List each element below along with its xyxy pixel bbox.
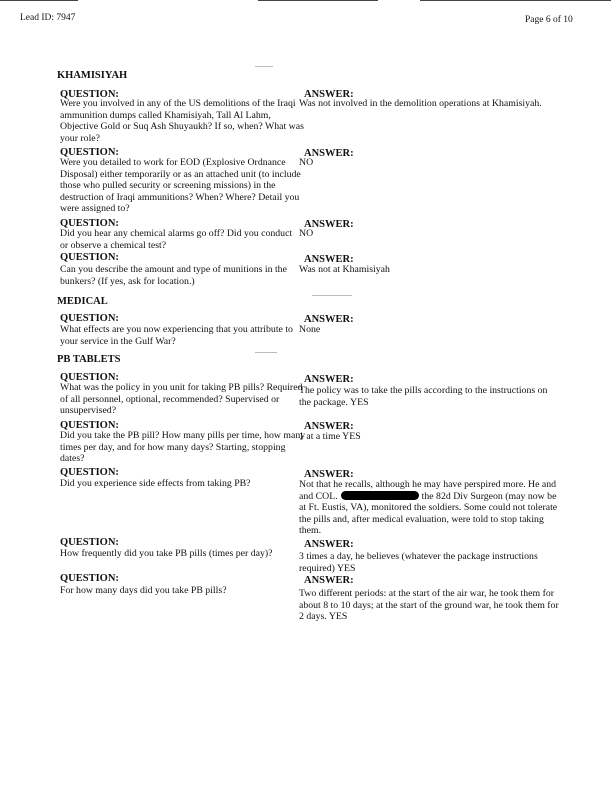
answer-text: 3 times a day, he believes (whatever the package instructions required) YES: [299, 551, 538, 574]
section-heading-medical: MEDICAL: [57, 296, 108, 307]
section-heading-khamisiyah: KHAMISIYAH: [57, 70, 128, 81]
top-rule-left: [0, 0, 78, 1]
answer-label: ANSWER:: [304, 575, 354, 586]
answer-label: ANSWER:: [304, 219, 354, 230]
question-label: QUESTION:: [60, 89, 119, 100]
section-heading-pb-tablets: PB TABLETS: [57, 354, 121, 365]
answer-text: Was not at Khamisiyah: [299, 264, 390, 275]
lead-id: Lead ID: 7947: [20, 13, 76, 23]
question-text: Were you detailed to work for EOD (Explosive Ordnance Disposal) either temporarily or as an attached unit (to include those who pulled security or screening missions) in the destruction of Iraqi ammunitions? When? Where? Detail you were assigned to?: [60, 157, 301, 215]
answer-label: ANSWER:: [304, 469, 354, 480]
question-text: Were you involved in any of the US demolitions of the Iraqi ammunition dumps called Khamisiyah, Tall Al Lahm, Objective Gold or Suq Ash Shuyaukh? If so, when? What was your role?: [60, 98, 304, 144]
scan-mark: [312, 295, 352, 296]
question-label: QUESTION:: [60, 372, 119, 383]
scan-mark: [255, 352, 277, 353]
question-text: How frequently did you take PB pills (times per day)?: [60, 548, 273, 559]
answer-text: 1 at a time YES: [299, 431, 361, 442]
answer-label: ANSWER:: [304, 539, 354, 550]
question-label: QUESTION:: [60, 218, 119, 229]
page-number: Page 6 of 10: [525, 15, 573, 25]
question-text: What effects are you now experiencing that you attribute to your service in the Gulf War?: [60, 324, 293, 347]
question-text: Did you hear any chemical alarms go off? Did you conduct or observe a chemical test?: [60, 228, 293, 251]
answer-label: ANSWER:: [304, 421, 354, 432]
answer-text: NO: [299, 157, 314, 168]
question-label: QUESTION:: [60, 573, 119, 584]
question-label: QUESTION:: [60, 420, 119, 431]
redaction-bar: [341, 491, 419, 500]
question-text: For how many days did you take PB pills?: [60, 585, 227, 596]
answer-label: ANSWER:: [304, 148, 354, 159]
question-label: QUESTION:: [60, 252, 119, 263]
question-label: QUESTION:: [60, 467, 119, 478]
answer-label: ANSWER:: [304, 374, 354, 385]
scan-mark: [255, 66, 273, 67]
question-text: Did you experience side effects from taking PB?: [60, 478, 251, 489]
answer-text: The policy was to take the pills according to the instructions on the package. YES: [299, 385, 548, 408]
question-text: Can you describe the amount and type of munitions in the bunkers? (If yes, ask for location.): [60, 264, 287, 287]
answer-text: Two different periods: at the start of the air war, he took them for about 8 to 10 days; at the start of the ground war, he took them for 2 days. YES: [299, 588, 559, 623]
answer-text: None: [299, 324, 321, 335]
answer-label: ANSWER:: [304, 314, 354, 325]
answer-text: Was not involved in the demolition operations at Khamisiyah.: [299, 98, 542, 109]
question-text: What was the policy in you unit for taking PB pills? Required of all personnel, optional, recommended? Supervised or unsupervised?: [60, 382, 303, 417]
answer-text: NO: [299, 228, 314, 239]
answer-label: ANSWER:: [304, 89, 354, 100]
top-rule-right: [420, 0, 611, 1]
answer-text: [299, 479, 561, 537]
question-label: QUESTION:: [60, 313, 119, 324]
question-text: Did you take the PB pill? How many pills per time, how many times per day, and for how many days? Starting, stopping dates?: [60, 430, 306, 465]
question-label: QUESTION:: [60, 147, 119, 158]
answer-label: ANSWER:: [304, 254, 354, 265]
answer-text-part: the 82d Div Surgeon (may now be at Ft. Eustis, VA), monitored the soldiers. Some could not tolerate the pills and, after medical evaluation, were told to stop taking them.: [299, 490, 558, 537]
question-label: QUESTION:: [60, 537, 119, 548]
answer-text-part: Not that he recalls, although he may have perspired more. He and and COL.: [299, 479, 557, 502]
top-rule-center: [258, 0, 378, 1]
